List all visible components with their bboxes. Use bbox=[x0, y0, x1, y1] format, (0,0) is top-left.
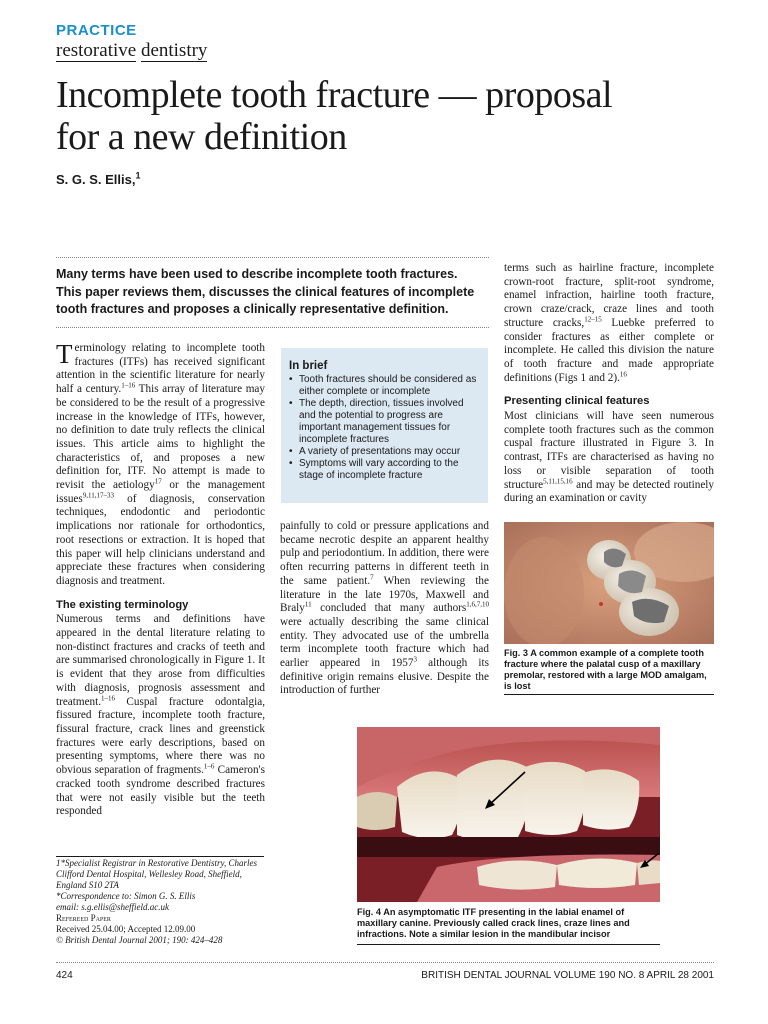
in-brief-item: • Symptoms will vary according to the stage of incomplete fracture bbox=[289, 458, 480, 482]
heading-existing-terminology: The existing terminology bbox=[56, 598, 189, 611]
citation: 9,11,17–33 bbox=[82, 491, 114, 499]
figure-3-caption-rule bbox=[504, 694, 714, 695]
title-line-2: for a new definition bbox=[56, 116, 347, 158]
text-run: Cameron's cracked tooth syndrome described fractures that were not easily visible but the teeth responded bbox=[56, 764, 265, 818]
footnote-email: email: s.g.ellis@sheffield.ac.uk bbox=[56, 902, 170, 912]
footnote bbox=[56, 858, 266, 946]
rule-abstract-bottom bbox=[56, 327, 489, 328]
author-affiliation-mark: 1 bbox=[135, 170, 141, 181]
heading-presenting-clinical-features: Presenting clinical features bbox=[504, 395, 650, 408]
citation: 17 bbox=[154, 477, 162, 486]
in-brief-list bbox=[289, 374, 480, 482]
terminology-paragraph bbox=[56, 613, 265, 819]
figure-4-caption-rule bbox=[357, 944, 660, 945]
text-run: This array of literature may be considered to be the result of a progressive increase in the knowledge of ITFs, however, no definition to date truly reflects the clinical issues. This article aims to highlight the characteristics of, and proposes a new definition for, ITF. No attempt is made to revisit the aetiology bbox=[56, 383, 265, 492]
abstract: Many terms have been used to describe incomplete tooth fractures. This paper reviews them, discusses the clinical features of incomplete tooth fractures and proposes a clinically representative definition. bbox=[56, 267, 475, 316]
text-run: Cuspal fracture odontalgia, fissured fracture, incomplete tooth fracture, fissural fracture, crack lines and greenstick fractures were early descriptions, based on presenting symptoms, where there was no obvious separation of fragments. bbox=[56, 695, 265, 777]
text-run: painfully to cold or pressure applications and became necrotic despite an apparent healthy pulp and periodontium. In addition, there were often recurring patterns in different teeth in the same patient. bbox=[280, 520, 489, 587]
citation: 1–16 bbox=[121, 381, 136, 390]
text-run: were actually describing the same clinical entity. They advocated use of the umbrella term incomplete tooth fracture which had earlier appeared in 1957 bbox=[280, 615, 489, 670]
author-names: S. G. S. Ellis, bbox=[56, 172, 136, 187]
intro-paragraph bbox=[56, 339, 265, 589]
in-brief-box bbox=[281, 348, 488, 503]
footnote-rule bbox=[56, 856, 264, 857]
text-run: When reviewing the literature in the late 1970s, Maxwell and Braly bbox=[280, 574, 489, 615]
footnote-affiliation: 1*Specialist Registrar in Restorative Dentistry, Charles Clifford Dental Hospital, Wellesley Road, Sheffield, England S10 2TA bbox=[56, 858, 257, 890]
drop-cap: T bbox=[56, 339, 73, 369]
citation: 11 bbox=[304, 600, 312, 609]
column-2-paragraph bbox=[280, 520, 489, 698]
figure-4-caption: Fig. 4 An asymptomatic ITF presenting in the labial enamel of maxillary canine. Previously called crack lines, craze lines and infractions. Note a similar lesion in the mandibular incisor bbox=[357, 907, 630, 939]
text-run: erminology relating to incomplete tooth fractures (ITFs) has received significant attention in the scientific literature for nearly half a century. bbox=[56, 342, 265, 396]
column-3-paragraph-2 bbox=[504, 410, 714, 506]
journal-citation: BRITISH DENTAL JOURNAL VOLUME 190 NO. 8 APRIL 28 2001 bbox=[421, 970, 714, 981]
body-column-3 bbox=[504, 262, 714, 506]
footnote-received: Received 25.04.00; Accepted 12.09.00 bbox=[56, 924, 196, 934]
text-run: terms such as hairline fracture, incomplete crown-root fracture, split-root syndrome, enamel infraction, hairline tooth fracture, crown craze/crack, craze lines and tooth structure cracks, bbox=[504, 262, 714, 329]
citation: 5,11,15,16 bbox=[543, 476, 573, 485]
subsection-word-1: restorative bbox=[56, 40, 137, 61]
body-column-2 bbox=[280, 520, 489, 698]
folio-rule bbox=[56, 962, 714, 963]
subsection-word-2: dentistry bbox=[140, 40, 208, 61]
citation: 1,6,7,10 bbox=[466, 600, 489, 609]
section-label: PRACTICE bbox=[56, 22, 137, 39]
citation: 12–15 bbox=[584, 315, 602, 324]
text-run: or the management issues bbox=[56, 479, 265, 505]
article-title bbox=[56, 74, 716, 158]
subsection-label bbox=[56, 40, 207, 62]
premolar-photo-illustration bbox=[504, 522, 714, 644]
rule-top-left bbox=[56, 257, 489, 258]
citation: 1–6 bbox=[203, 762, 215, 771]
figure-4-photo bbox=[357, 727, 660, 902]
body-column-1 bbox=[56, 339, 265, 819]
citation: 3 bbox=[413, 655, 417, 664]
text-run: concluded that many authors bbox=[311, 602, 467, 615]
in-brief-heading: In brief bbox=[289, 360, 328, 372]
citation: 7 bbox=[370, 573, 374, 582]
figure-3-caption: Fig. 3 A common example of a complete tooth fracture where the palatal cusp of a maxillary premolar, restored with a large MOD amalgam, is lost bbox=[504, 648, 707, 691]
text-run: although its definitive origin remains elusive. Despite the introduction of further bbox=[280, 657, 489, 697]
column-3-paragraph-1 bbox=[504, 262, 714, 385]
canine-photo-illustration bbox=[357, 727, 660, 902]
text-run: of diagnosis, conservation techniques, endodontic and periodontic implications nor rationale for orthodontics, root resections or extraction. It is hoped that this paper will help clinicians understand and appreciate these fractures when considering diagnosis and treatment. bbox=[56, 492, 265, 587]
page-number: 424 bbox=[56, 970, 73, 981]
text-run: and may be detected routinely during an examination or cavity bbox=[504, 478, 714, 505]
authors bbox=[56, 172, 141, 187]
in-brief-item: • Tooth fractures should be considered as either complete or incomplete bbox=[289, 374, 480, 398]
in-brief-item: • The depth, direction, tissues involved and the potential to progress are important management tissues for incomplete fractures bbox=[289, 398, 480, 446]
footnote-copyright: © British Dental Journal 2001; 190: 424–428 bbox=[56, 935, 223, 945]
footnote-refereed: Refereed Paper bbox=[56, 913, 111, 923]
footnote-correspondence: *Correspondence to: Simon G. S. Ellis bbox=[56, 891, 196, 901]
text-run: Numerous terms and definitions have appeared in the dental literature relating to non-distinct fractures and cracks of teeth and are summarised chronologically in Figure 1. It is evident that they arose from difficulties with diagnosis, prognosis assessment and treatment. bbox=[56, 613, 265, 708]
in-brief-item: • A variety of presentations may occur bbox=[289, 446, 480, 458]
citation: 1–16 bbox=[101, 693, 116, 702]
title-line-1: Incomplete tooth fracture — proposal bbox=[56, 74, 613, 116]
figure-3-photo bbox=[504, 522, 714, 644]
text-run: Most clinicians will have seen numerous complete tooth fractures such as the common cuspal fracture illustrated in Figure 3. In contrast, ITFs are characterised as having no loss or visible separation of tooth structure bbox=[504, 410, 714, 491]
citation: 16 bbox=[619, 369, 627, 378]
text-run: Luebke preferred to consider fractures as either complete or incomplete. He called this division the nature of tooth fracture and made appropriate definitions (Figs 1 and 2). bbox=[504, 316, 714, 384]
